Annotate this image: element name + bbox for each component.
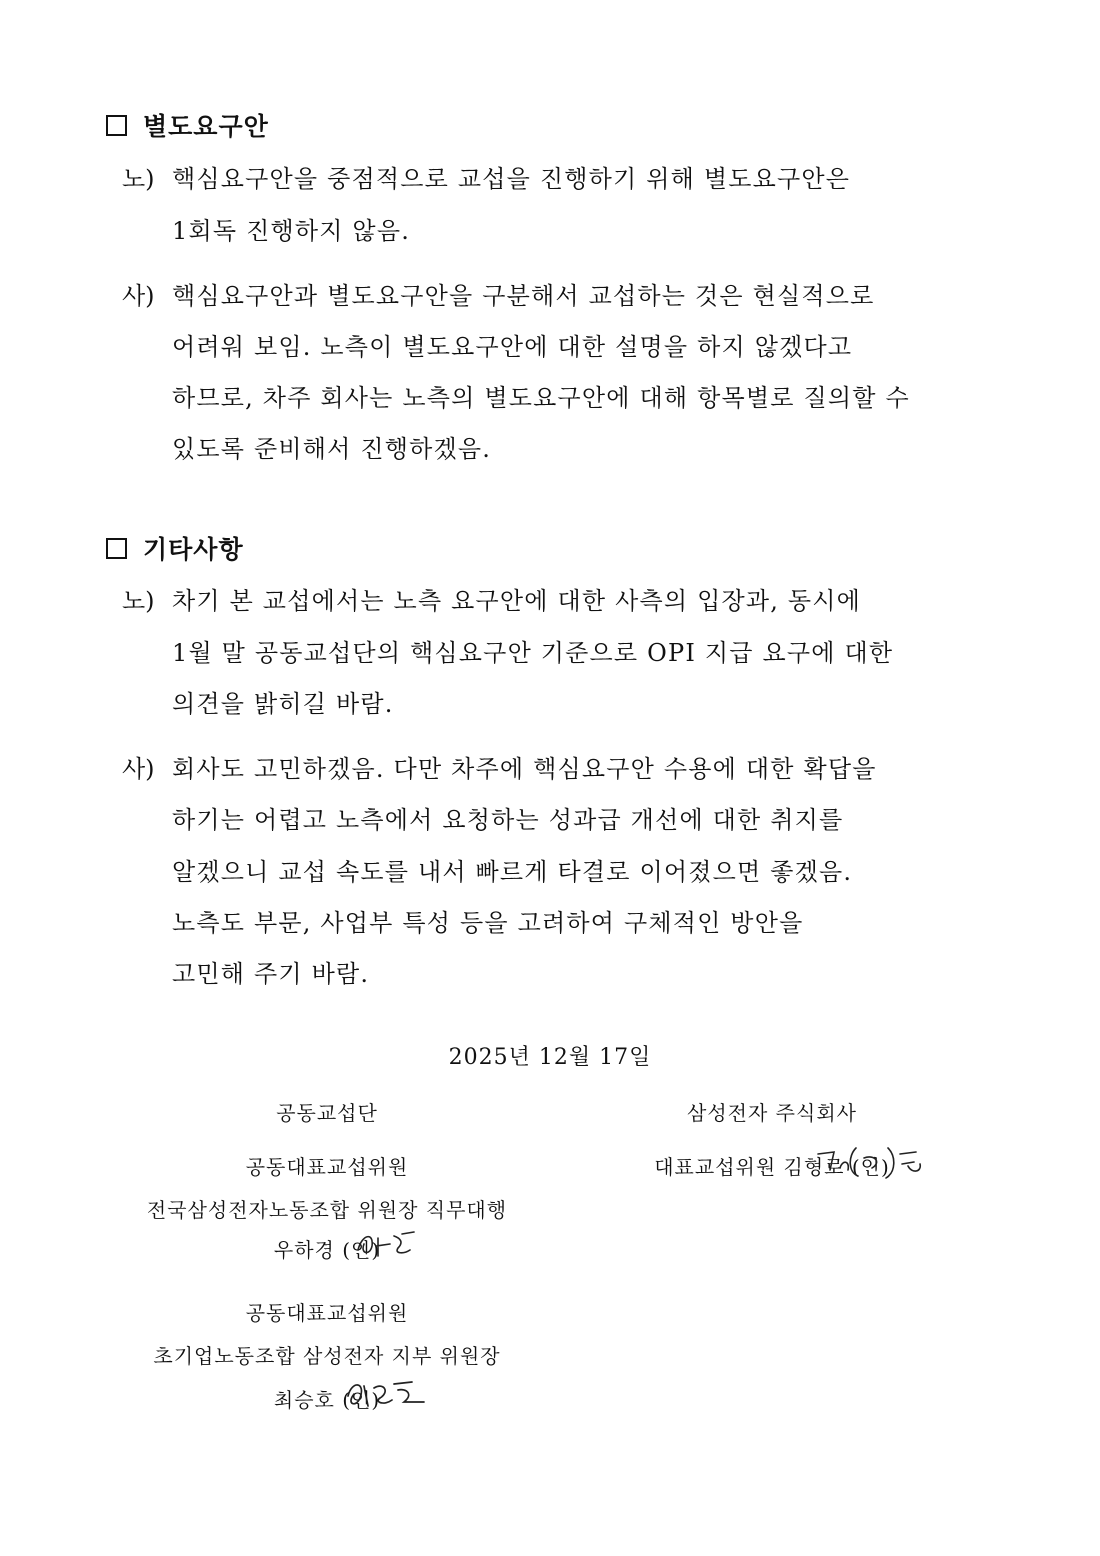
paragraph-line: 고민해 주기 바람.	[172, 960, 370, 988]
paragraph-line: 회사도 고민하겠음. 다만 차주에 핵심요구안 수용에 대한 확답을	[172, 755, 877, 783]
checkbox-square-icon	[106, 115, 127, 136]
paragraph-line: 있도록 준비해서 진행하겠음.	[172, 435, 492, 463]
paragraph-line: 알겠으니 교섭 속도를 내서 빠르게 타결로 이어졌으면 좋겠음.	[172, 858, 853, 886]
paragraph-line: 의견을 밝히길 바람.	[172, 690, 394, 718]
section-heading-other-matters: 기타사항	[106, 530, 244, 566]
paragraph-line: 어려워 보임. 노측이 별도요구안에 대한 설명을 하지 않겠다고	[172, 333, 853, 361]
handwritten-signature-3	[812, 1140, 932, 1184]
document-date: 2025년 12월 17일	[448, 1045, 652, 1070]
item-marker-company: 사)	[122, 282, 155, 310]
left-name-2: 최승호 (인)	[273, 1388, 381, 1412]
paragraph-line: 노측도 부문, 사업부 특성 등을 고려하여 구체적인 방안을	[172, 909, 804, 937]
left-role-2: 공동대표교섭위원	[245, 1301, 409, 1325]
paragraph-line: 1월 말 공동교섭단의 핵심요구안 기준으로 OPI 지급 요구에 대한	[172, 639, 894, 667]
paragraph-line: 핵심요구안과 별도요구안을 구분해서 교섭하는 것은 현실적으로	[172, 282, 875, 310]
right-org-name: 삼성전자 주식회사	[687, 1101, 857, 1125]
left-role-1: 공동대표교섭위원	[245, 1155, 409, 1179]
item-marker-union: 노)	[122, 587, 155, 615]
paragraph-line: 하므로, 차주 회사는 노측의 별도요구안에 대해 항목별로 질의할 수	[172, 384, 910, 412]
left-union-2: 초기업노동조합 삼성전자 지부 위원장	[153, 1344, 501, 1368]
paragraph-line: 핵심요구안을 중점적으로 교섭을 진행하기 위해 별도요구안은	[172, 165, 851, 193]
right-role: 대표교섭위원 김형로 (인)	[654, 1155, 890, 1179]
handwritten-signature-1	[352, 1224, 422, 1264]
paragraph-line: 1회독 진행하지 않음.	[172, 217, 411, 245]
section-heading-separate-demands: 별도요구안	[106, 107, 269, 143]
paragraph-line: 차기 본 교섭에서는 노측 요구안에 대한 사측의 입장과, 동시에	[172, 587, 862, 615]
left-org-name: 공동교섭단	[276, 1101, 378, 1125]
handwritten-signature-2	[340, 1372, 430, 1416]
item-marker-company: 사)	[122, 755, 155, 783]
item-marker-union: 노)	[122, 165, 155, 193]
checkbox-square-icon	[106, 538, 127, 559]
paragraph-line: 하기는 어렵고 노측에서 요청하는 성과급 개선에 대한 취지를	[172, 806, 844, 834]
left-union-1: 전국삼성전자노동조합 위원장 직무대행	[146, 1198, 508, 1222]
left-name-1: 우하경 (인)	[273, 1238, 381, 1262]
